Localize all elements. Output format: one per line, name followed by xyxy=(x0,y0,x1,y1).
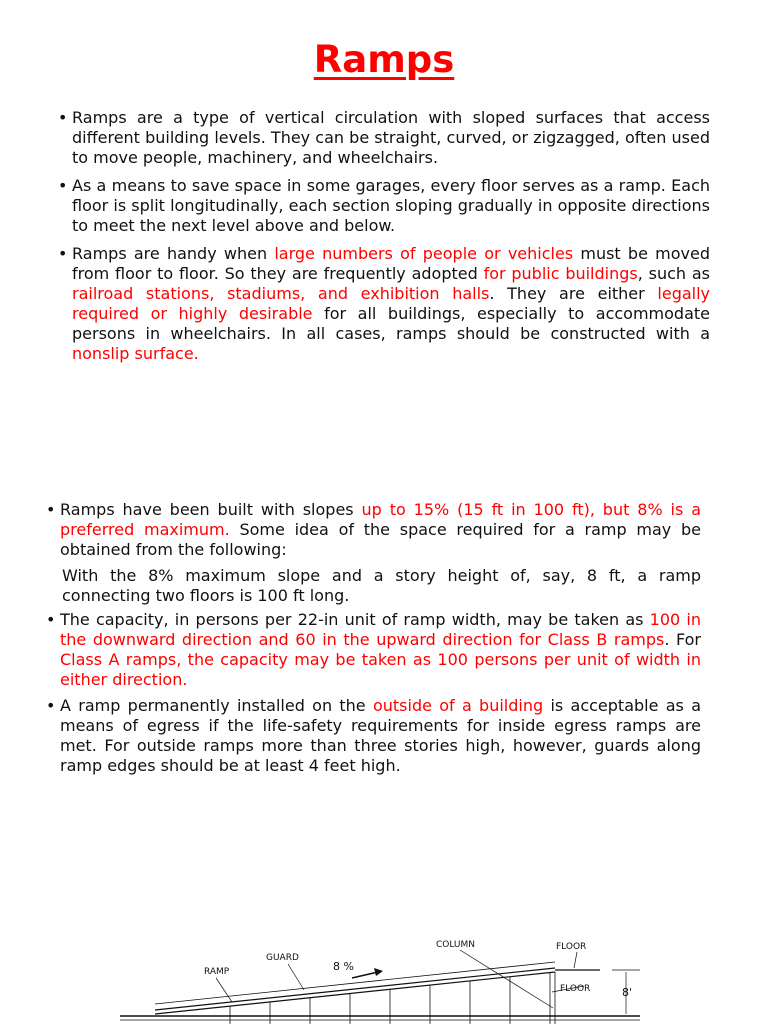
paragraph xyxy=(72,108,710,168)
highlight-text: nonslip surface. xyxy=(72,344,199,363)
list-item xyxy=(58,244,710,364)
height-label: 8' xyxy=(622,986,633,999)
page-title: Ramps xyxy=(313,38,455,81)
highlight-text: railroad stations, stadiums, and exhibition halls xyxy=(72,284,490,303)
body-text: is acceptable as a means of egress if the life-safety requirements for inside egress ramps are met. For outside ramps more than three stories high, however, guards along ramp edges should be at least 4 feet high. xyxy=(60,696,701,775)
guard-label: GUARD xyxy=(266,953,299,963)
bullet-icon: • xyxy=(58,244,68,263)
highlight-text: Class A ramps, the capacity may be taken as 100 persons per unit of width in either direction. xyxy=(60,650,701,689)
bullet-icon: • xyxy=(46,500,56,519)
bullet-list-intro xyxy=(58,108,710,372)
body-text: Ramps are handy when xyxy=(72,244,275,263)
body-text: As a means to save space in some garages, every floor serves as a ramp. Each floor is split longitudinally, each section sloping gradually in opposite directions to meet the next level above and below. xyxy=(72,176,710,235)
bullet-icon: • xyxy=(46,610,56,629)
list-item xyxy=(58,108,710,168)
guard-leader xyxy=(288,964,304,990)
list-item xyxy=(46,500,701,560)
paragraph xyxy=(60,610,701,690)
body-text: must be moved from floor to floor. So they are frequently adopted xyxy=(72,244,710,283)
column-leader xyxy=(460,950,553,1008)
bullet-icon: • xyxy=(46,696,56,715)
highlight-text: legally required or highly desirable xyxy=(72,284,711,323)
bullet-icon: • xyxy=(58,108,68,127)
ramp-surface xyxy=(155,972,555,1014)
ramp-diagram xyxy=(0,930,768,1024)
highlight-text: outside of a building xyxy=(372,696,544,715)
list-item xyxy=(46,610,701,690)
slope-arrow xyxy=(352,972,378,978)
ramp-leader xyxy=(216,978,232,1002)
ramp-label: RAMP xyxy=(204,967,230,977)
body-text: The capacity, in persons per 22-in unit of ramp width, may be taken as xyxy=(60,610,650,629)
body-text: A ramp permanently installed on the xyxy=(60,696,373,715)
bullet-list-details xyxy=(46,500,701,782)
highlight-text: up to 15% (15 ft in 100 ft), but 8% is a preferred maximum. xyxy=(60,500,702,539)
body-text: for all buildings, especially to accommodate persons in wheelchairs. In all cases, ramps should be constructed with a xyxy=(72,304,710,343)
body-text: Some idea of the space required for a ramp may be obtained from the following: xyxy=(60,520,702,559)
body-text: , such as xyxy=(637,264,711,283)
body-text: Ramps have been built with slopes xyxy=(60,500,362,519)
paragraph xyxy=(60,500,701,560)
slope-label: 8 % xyxy=(333,960,354,973)
paragraph xyxy=(72,176,710,236)
bullet-icon: • xyxy=(58,176,68,195)
slope-arrow-head xyxy=(374,968,383,976)
highlight-text: for public buildings xyxy=(483,264,638,283)
sub-paragraph: With the 8% maximum slope and a story height of, say, 8 ft, a ramp connecting two floors is 100 ft long. xyxy=(62,566,701,605)
floor-leader xyxy=(574,952,577,968)
list-item xyxy=(46,696,701,776)
body-text: . For xyxy=(664,630,702,649)
paragraph xyxy=(60,696,701,776)
list-item xyxy=(58,176,710,236)
highlight-text: 100 in the downward direction and 60 in the upward direction for Class B ramps xyxy=(60,610,701,649)
paragraph xyxy=(72,244,710,364)
body-text: . They are either xyxy=(489,284,658,303)
column-label: COLUMN xyxy=(436,940,476,950)
highlight-text: large numbers of people or vehicles xyxy=(274,244,574,263)
floor-top-label: FLOOR xyxy=(556,942,587,952)
body-text: Ramps are a type of vertical circulation with sloped surfaces that access different building levels. They can be straight, curved, or zigzagged, often used to move people, machinery, and wheelchairs. xyxy=(72,108,710,167)
floor-label: FLOOR xyxy=(560,984,591,994)
